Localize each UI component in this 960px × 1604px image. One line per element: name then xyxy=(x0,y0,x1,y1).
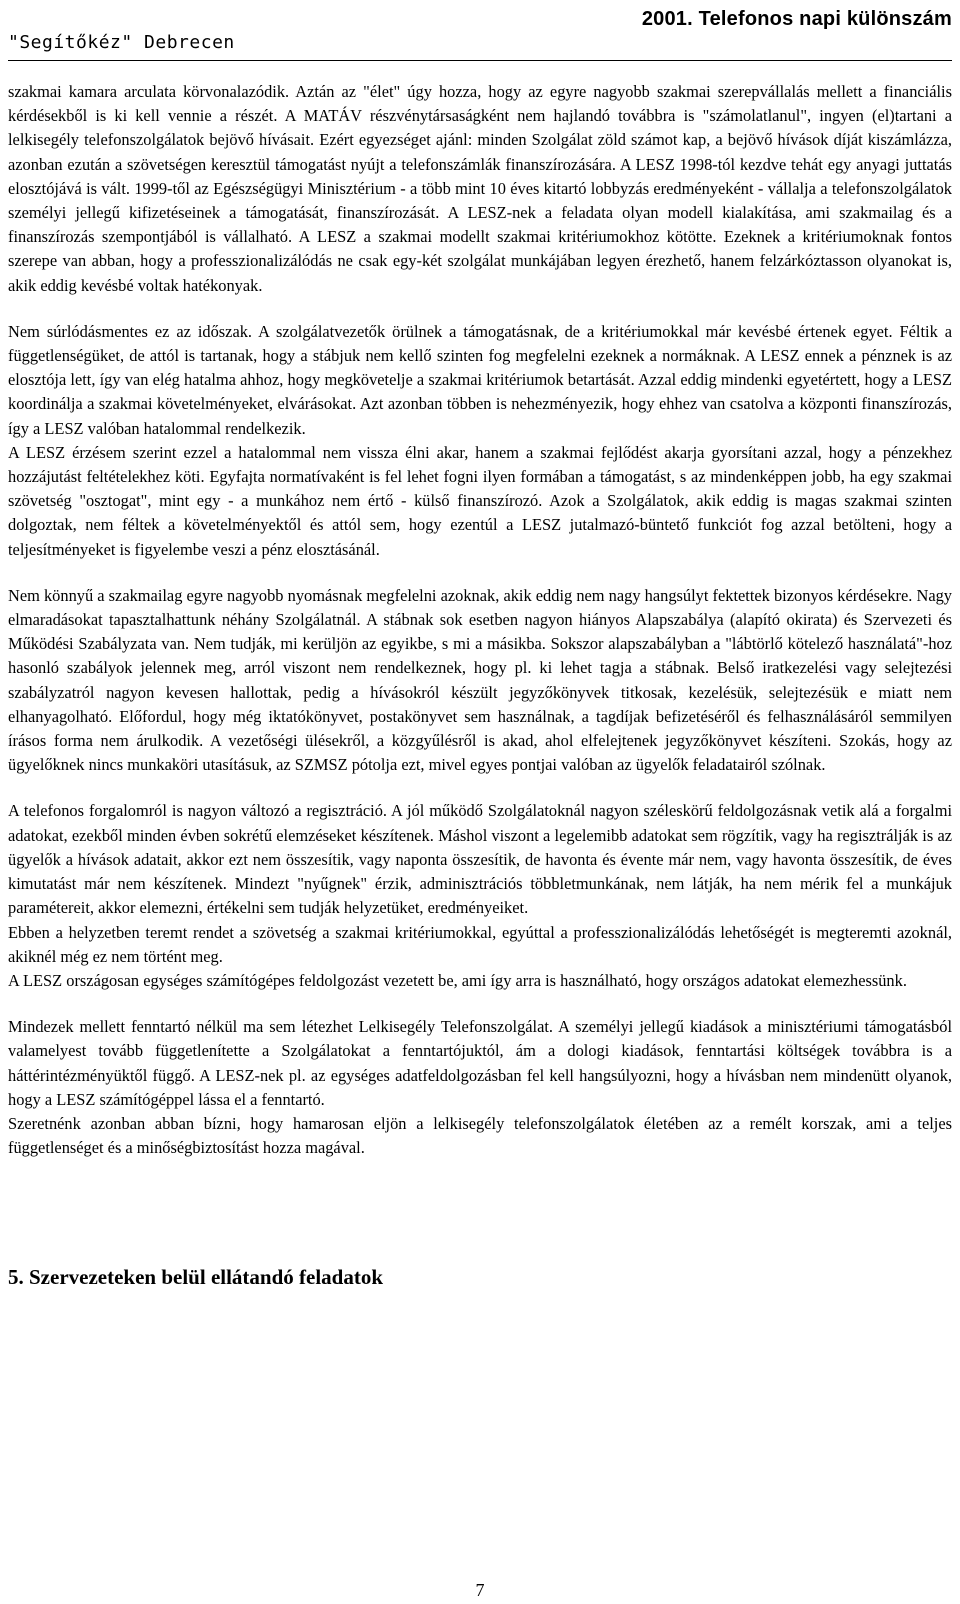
paragraph: Ebben a helyzetben teremt rendet a szövetség a szakmai kritériumokkal, egyúttal a professzionalizálódás lehetőségét is megteremti azoknál, akiknél még ez nem történt meg. xyxy=(8,922,952,966)
paragraph: Szeretnénk azonban abban bízni, hogy hamarosan eljön a lelkisegély telefonszolgálatok életében az a remélt korszak, ami a teljes függetlenséget és a minőségbiztosítást hozza magával. xyxy=(8,1113,952,1158)
header-rule xyxy=(8,60,952,61)
paragraph: Nem könnyű a szakmailag egyre nagyobb nyomásnak megfelelni azoknak, akik eddig nem nagy hangsúlyt fektettek bizonyos kérdésekre. Nagy elmaradásokat tapasztalhattunk néhány Szolgálatnál. A stábnak sok esetben nagyon hiányos Alapszabálya (alapító okirata) és Szervezeti és Működési Szabályzata van. Nem tudják, mi kerüljön az egyikbe, s mi a másikba. Sokszor alapszabályban a "lábtörlő kötelező használatá"-hoz hasonló szabályok jelennek meg, arról viszont nem rendelkeznek, hogy pl. ki lehet tagja a stábnak. Belső iratkezelési vagy selejtezési szabályzatról nagyon kevesen hallottak, pedig a hívásokról készült jegyzőkönyvek titkosak, kezelésük, selejtezésük e miatt nem elhanyagolható. Előfordul, hogy még iktatókönyvet, postakönyvet sem használnak, a tagdíjak befizetéséről és felhasználásáról semmilyen írásos forma nem árulkodik. A vezetőségi ülésekről, a közgyűlésről is akad, ahol elfelejtenek jegyzőkönyvet készíteni. Szokás, hogy az ügyelőknek nincs munkaköri utasításuk, az SZMSZ pótolja ezt, mivel egyes pontjai valóban az ügyelők feladatairól szólnak. xyxy=(8,585,952,775)
header-publisher: "Segítőkéz" Debrecen xyxy=(8,32,235,53)
body-text xyxy=(8,80,952,1160)
paragraph: szakmai kamara arculata körvonalazódik. Aztán az "élet" úgy hozza, hogy az egyre nagyobb szakmai szerepvállalás mellett a financiális kérdésekből is ki kell vennie a részét. A MATÁV részvénytársaságként nem hajlandó továbbra is "számolatlanul", ingyen (el)tartani a lelkisegély telefonszolgálatok bejövő hívásait. Ezért egyezséget ajánl: minden Szolgálat zöld számot kap, a bejövő hívások díját kiszámlázza, azonban ezután a szövetségen keresztül támogatást nyújt a telefonszámlák finanszírozására. A LESZ 1998-tól kezdve tehát egy anyagi juttatás elosztójává is vált. 1999-től az Egészségügyi Minisztérium - a több mint 10 éves kitartó lobbyzás eredményeként - vállalja a telefonszolgálatok személyi jellegű kifizetéseinek a támogatását, finanszírozását. A LESZ-nek a feladata olyan modell kialakítása, ami szakmailag és a finanszírozás szempontjából is vállalható. A LESZ a szakmai modellt szakmai kritériumokhoz kötötte. Ezeknek a kritériumoknak fontos szerepe van abban, hogy a professzionalizálódás ne csak egy-két szolgálat munkájában legyen érezhető, hanem felzárkóztasson olyanokat is, akik eddig kevésbé voltak hatékonyak. xyxy=(8,82,952,295)
page-number: 7 xyxy=(475,1580,485,1600)
paragraph: A telefonos forgalomról is nagyon változó a regisztráció. A jól működő Szolgálatoknál nagyon széleskörű feldolgozásnak vetik alá a forgalmi adatokat, ezekből minden évben sokrétű elemzéseket készítenek. Máshol viszont a legelemibb adatokat sem rögzítik, vagy ha regisztrálják is az ügyelők a hívások adatait, akkor ezt nem összesítik, vagy naponta összesítik, de havonta és évente már nem, vagy havonta összesítik, de éves kimutatást már nem készítenek. Mindezt "nyűgnek" érzik, adminisztrációs többletmunkának, nem látják, ha nem mérik fel a munkájuk paramétereit, akkor elemezni, értékelni sem tudják helyzetüket, eredményeiket. xyxy=(8,801,952,918)
paragraph: A LESZ országosan egységes számítógépes feldolgozást vezetett be, ami így arra is használható, hogy országos adatokat elemezhessünk. xyxy=(8,970,907,990)
paragraph: Mindezek mellett fenntartó nélkül ma sem létezhet Lelkisegély Telefonszolgálat. A személyi jellegű kiadások a minisztériumi támogatásból valamelyest tovább függetlenítette a Szolgálatokat a fenntartójuktól, ám a dologi kiadások, fenntartási költségek továbbra is a háttérintézményüktől függő. A LESZ-nek pl. az egységes adatfeldolgozásban fel kell hangsúlyozni, hogy a hívásban nem mindenütt olyanok, hogy a LESZ számítógéppel lássa el a fenntartó. xyxy=(8,1017,952,1109)
paragraph: A LESZ érzésem szerint ezzel a hatalommal nem vissza élni akar, hanem a szakmai fejlődést akarja gyorsítani azzal, hogy a pénzekhez hozzájutást feltételekhez köti. Egyfajta normatívaként is fel lehet fogni ilyen formában a támogatást, s az mindenképpen jobb, ha egy szakmai szövetség "osztogat", mint egy - a munkához nem értő - külső finanszírozó. Azok a Szolgálatok, akik eddig is magas szakmai szinten dolgoztak, nem féltek a követelményektől és attól sem, hogy ezentúl a LESZ jutalmazó-büntető funkciót fog azzal betölteni, hogy a teljesítményeket is figyelembe veszi a pénz elosztásánál. xyxy=(8,442,952,559)
section-heading: 5. Szervezeteken belül ellátandó feladatok xyxy=(8,1265,384,1289)
paragraph: Nem súrlódásmentes ez az időszak. A szolgálatvezetők örülnek a támogatásnak, de a kritériumokkal már kevésbé értenek egyet. Féltik a függetlenségüket, de attól is tartanak, hogy a stábjuk nem kellő szinten fog megfelelni ezeknek a normáknak. A LESZ ennek a pénznek is az elosztója lett, így van elég hatalma ahhoz, hogy megkövetelje a szakmai kritériumok betartását. Azzal eddig mindenki egyetértett, hogy a LESZ koordinálja a szakmai követelményeket, elvárásokat. Azt azonban többen is nehezményezik, hogy ehhez van csatolva a központi finanszírozás, így a LESZ valóban hatalommal rendelkezik. xyxy=(8,321,952,438)
header-issue-title: 2001. Telefonos napi különszám xyxy=(641,8,952,30)
